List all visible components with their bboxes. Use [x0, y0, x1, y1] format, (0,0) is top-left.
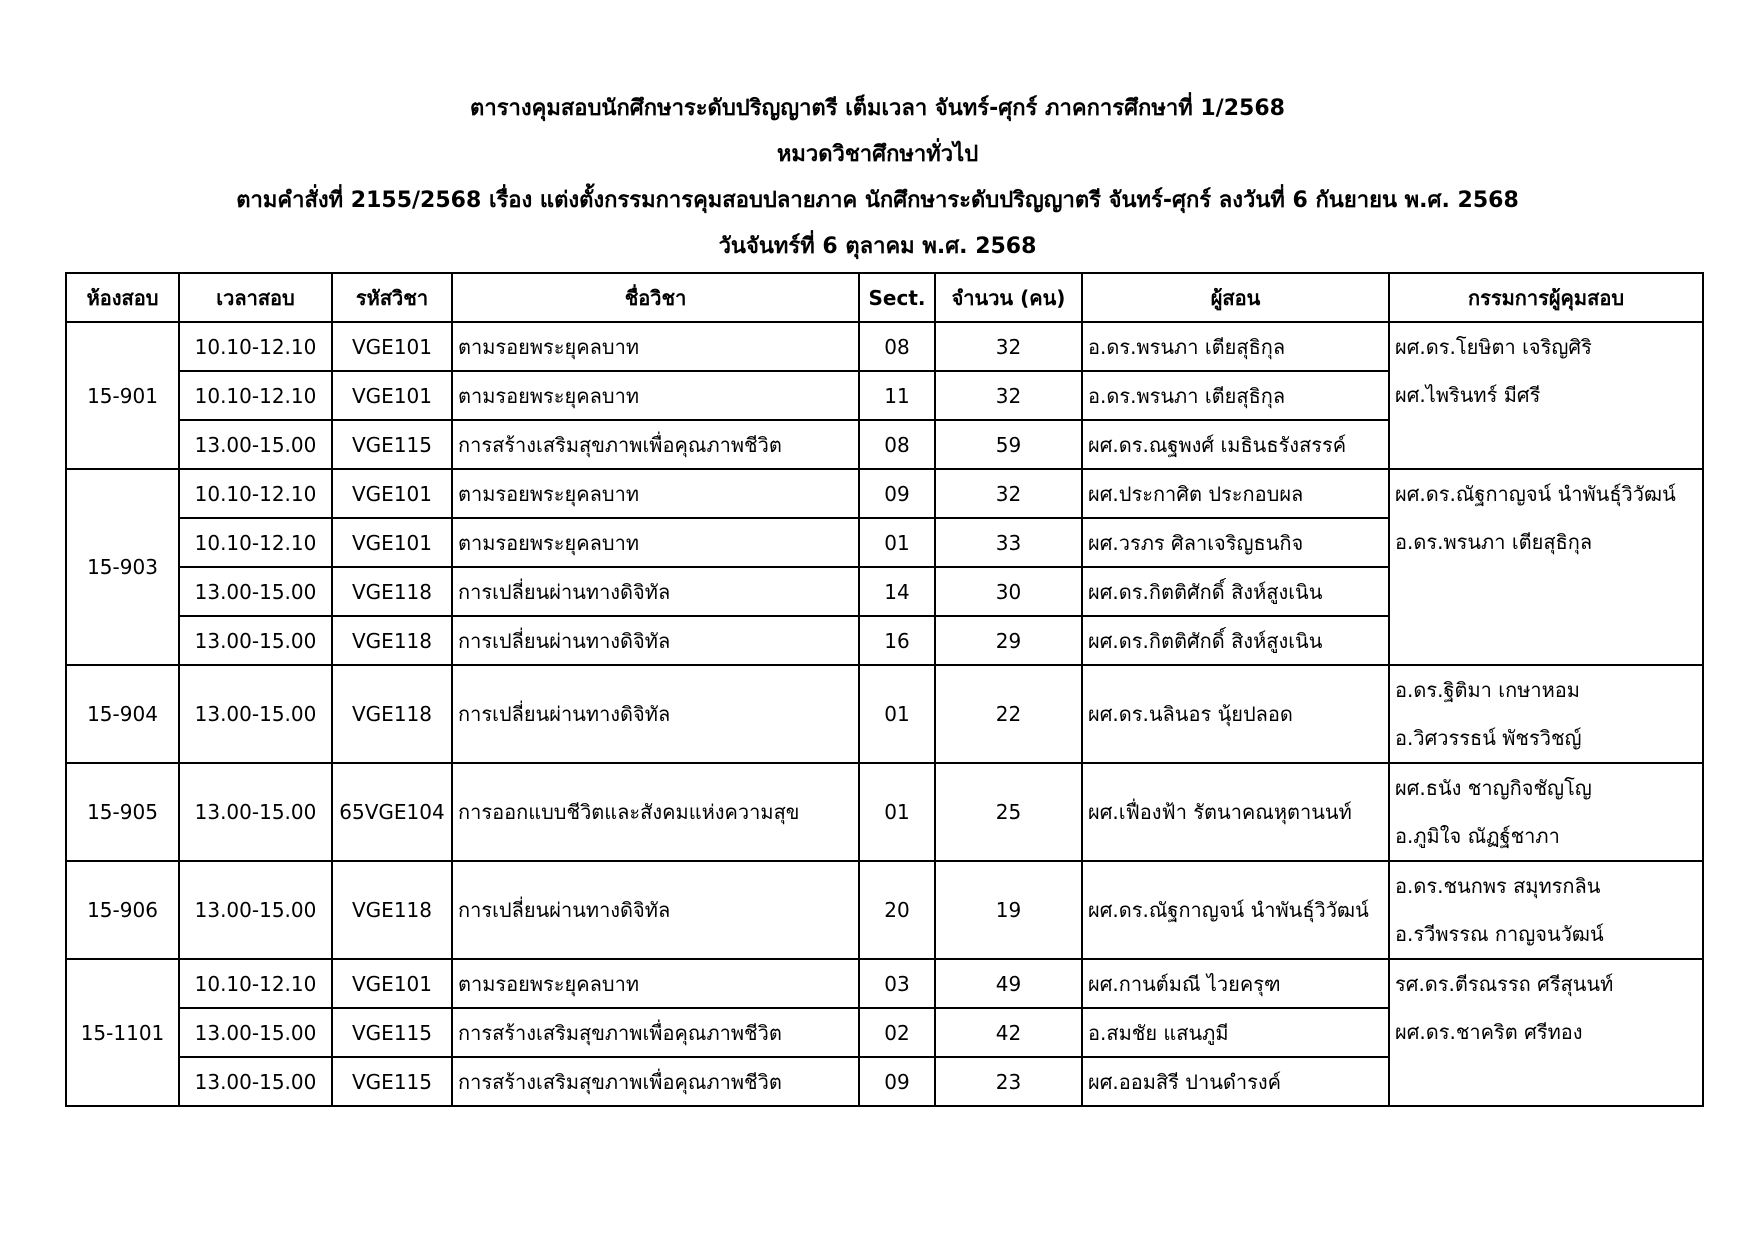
- time-cell: 13.00-15.00: [179, 616, 332, 665]
- course-code-cell: VGE115: [332, 420, 452, 469]
- sect-cell: 03: [859, 959, 935, 1008]
- col-header-proctors: กรรมการผู้คุมสอบ: [1389, 273, 1703, 322]
- proctor-name: อ.ภูมิใจ ณัฏฐ์ชาภา: [1395, 824, 1560, 848]
- time-cell: 13.00-15.00: [179, 567, 332, 616]
- teacher-cell: ผศ.วรภร ศิลาเจริญธนกิจ: [1082, 518, 1389, 567]
- col-header-room: ห้องสอบ: [66, 273, 179, 322]
- time-cell: 10.10-12.10: [179, 518, 332, 567]
- time-cell: 10.10-12.10: [179, 469, 332, 518]
- count-cell: 30: [935, 567, 1082, 616]
- course-name-cell: ตามรอยพระยุคลบาท: [452, 322, 859, 371]
- teacher-cell: อ.สมชัย แสนภูมี: [1082, 1008, 1389, 1057]
- time-cell: 13.00-15.00: [179, 1057, 332, 1106]
- time-cell: 13.00-15.00: [179, 665, 332, 763]
- col-header-name: ชื่อวิชา: [452, 273, 859, 322]
- schedule-body: [66, 322, 1703, 1106]
- course-name-cell: การเปลี่ยนผ่านทางดิจิทัล: [452, 567, 859, 616]
- exam-schedule-table: [65, 272, 1704, 1107]
- room-cell: 15-1101: [66, 959, 179, 1106]
- proctor-name: ผศ.ไพรินทร์ มีศรี: [1395, 383, 1541, 407]
- table-row: [66, 959, 1703, 1008]
- proctors-cell: [1389, 469, 1703, 665]
- course-name-cell: การสร้างเสริมสุขภาพเพื่อคุณภาพชีวิต: [452, 420, 859, 469]
- col-header-teacher: ผู้สอน: [1082, 273, 1389, 322]
- proctors-cell: [1389, 763, 1703, 861]
- teacher-cell: ผศ.ดร.กิตติศักดิ์ สิงห์สูงเนิน: [1082, 616, 1389, 665]
- category-line: หมวดวิชาศึกษาทั่วไป: [776, 142, 979, 167]
- time-cell: 13.00-15.00: [179, 420, 332, 469]
- col-header-count: จำนวน (คน): [935, 273, 1082, 322]
- room-cell: 15-906: [66, 861, 179, 959]
- table-row: [66, 665, 1703, 763]
- count-cell: 19: [935, 861, 1082, 959]
- sect-cell: 08: [859, 420, 935, 469]
- sect-cell: 14: [859, 567, 935, 616]
- proctor-name: อ.วิศวรรธน์ พัชรวิชญ์: [1395, 726, 1582, 750]
- course-name-cell: การสร้างเสริมสุขภาพเพื่อคุณภาพชีวิต: [452, 1008, 859, 1057]
- count-cell: 32: [935, 371, 1082, 420]
- col-header-time: เวลาสอบ: [179, 273, 332, 322]
- course-code-cell: VGE101: [332, 322, 452, 371]
- proctor-name: อ.ดร.ชนกพร สมุทรกลิน: [1395, 874, 1601, 898]
- document-header: [0, 86, 1755, 270]
- proctor-name: ผศ.ดร.ชาคริต ศรีทอง: [1395, 1020, 1583, 1044]
- count-cell: 32: [935, 322, 1082, 371]
- date-line: วันจันทร์ที่ 6 ตุลาคม พ.ศ. 2568: [718, 234, 1037, 259]
- table-row: [66, 861, 1703, 959]
- course-name-cell: การออกแบบชีวิตและสังคมแห่งความสุข: [452, 763, 859, 861]
- time-cell: 13.00-15.00: [179, 861, 332, 959]
- sect-cell: 09: [859, 469, 935, 518]
- time-cell: 10.10-12.10: [179, 959, 332, 1008]
- count-cell: 49: [935, 959, 1082, 1008]
- time-cell: 13.00-15.00: [179, 763, 332, 861]
- count-cell: 29: [935, 616, 1082, 665]
- sect-cell: 11: [859, 371, 935, 420]
- teacher-cell: ผศ.ออมสิรี ปานดำรงค์: [1082, 1057, 1389, 1106]
- sect-cell: 01: [859, 518, 935, 567]
- teacher-cell: ผศ.ดร.ณัฐกาญจน์ นำพันธุ์วิวัฒน์: [1082, 861, 1389, 959]
- table-row: [66, 763, 1703, 861]
- course-code-cell: VGE115: [332, 1008, 452, 1057]
- proctor-name: ผศ.ดร.โยษิตา เจริญศิริ: [1395, 335, 1592, 359]
- proctor-name: ผศ.ธนัง ชาญกิจชัญโญ: [1395, 776, 1592, 800]
- count-cell: 22: [935, 665, 1082, 763]
- course-name-cell: ตามรอยพระยุคลบาท: [452, 371, 859, 420]
- teacher-cell: ผศ.ประกาศิต ประกอบผล: [1082, 469, 1389, 518]
- time-cell: 13.00-15.00: [179, 1008, 332, 1057]
- proctors-cell: [1389, 322, 1703, 469]
- room-cell: 15-903: [66, 469, 179, 665]
- course-name-cell: การเปลี่ยนผ่านทางดิจิทัล: [452, 616, 859, 665]
- room-cell: 15-901: [66, 322, 179, 469]
- course-name-cell: การเปลี่ยนผ่านทางดิจิทัล: [452, 861, 859, 959]
- col-header-sect: Sect.: [859, 273, 935, 322]
- course-code-cell: VGE118: [332, 567, 452, 616]
- teacher-cell: ผศ.เฟื่องฟ้า รัตนาคณหุตานนท์: [1082, 763, 1389, 861]
- teacher-cell: ผศ.ดร.ณฐพงศ์ เมธินธรังสรรค์: [1082, 420, 1389, 469]
- sect-cell: 16: [859, 616, 935, 665]
- header-row: [66, 273, 1703, 322]
- count-cell: 42: [935, 1008, 1082, 1057]
- count-cell: 59: [935, 420, 1082, 469]
- course-code-cell: VGE118: [332, 616, 452, 665]
- col-header-code: รหัสวิชา: [332, 273, 452, 322]
- sect-cell: 01: [859, 763, 935, 861]
- teacher-cell: ผศ.ดร.นลินอร นุ้ยปลอด: [1082, 665, 1389, 763]
- proctors-cell: [1389, 959, 1703, 1106]
- sect-cell: 08: [859, 322, 935, 371]
- order-line: ตามคำสั่งที่ 2155/2568 เรื่อง แต่งตั้งกรรมการคุมสอบปลายภาค นักศึกษาระดับปริญญาตรี จันทร์-ศุกร์ ลงวันที่ 6 กันยายน พ.ศ. 2568: [236, 188, 1519, 213]
- teacher-cell: อ.ดร.พรนภา เตียสุธิกุล: [1082, 322, 1389, 371]
- count-cell: 33: [935, 518, 1082, 567]
- room-cell: 15-905: [66, 763, 179, 861]
- course-name-cell: การเปลี่ยนผ่านทางดิจิทัล: [452, 665, 859, 763]
- course-code-cell: VGE101: [332, 469, 452, 518]
- proctor-name: อ.รวีพรรณ กาญจนวัฒน์: [1395, 922, 1604, 946]
- time-cell: 10.10-12.10: [179, 322, 332, 371]
- course-code-cell: VGE118: [332, 861, 452, 959]
- course-code-cell: VGE101: [332, 959, 452, 1008]
- course-name-cell: การสร้างเสริมสุขภาพเพื่อคุณภาพชีวิต: [452, 1057, 859, 1106]
- course-code-cell: VGE101: [332, 371, 452, 420]
- proctor-name: รศ.ดร.ตีรณรรถ ศรีสุนนท์: [1395, 972, 1614, 996]
- proctor-name: อ.ดร.ฐิติมา เกษาหอม: [1395, 678, 1580, 702]
- sect-cell: 20: [859, 861, 935, 959]
- teacher-cell: ผศ.กานต์มณี ไวยครุฑ: [1082, 959, 1389, 1008]
- course-name-cell: ตามรอยพระยุคลบาท: [452, 469, 859, 518]
- teacher-cell: ผศ.ดร.กิตติศักดิ์ สิงห์สูงเนิน: [1082, 567, 1389, 616]
- teacher-cell: อ.ดร.พรนภา เตียสุธิกุล: [1082, 371, 1389, 420]
- count-cell: 25: [935, 763, 1082, 861]
- count-cell: 23: [935, 1057, 1082, 1106]
- time-cell: 10.10-12.10: [179, 371, 332, 420]
- proctors-cell: [1389, 665, 1703, 763]
- course-name-cell: ตามรอยพระยุคลบาท: [452, 959, 859, 1008]
- proctors-cell: [1389, 861, 1703, 959]
- table-row: [66, 469, 1703, 518]
- table-row: [66, 322, 1703, 371]
- proctor-name: อ.ดร.พรนภา เตียสุธิกุล: [1395, 530, 1593, 554]
- course-code-cell: VGE115: [332, 1057, 452, 1106]
- sect-cell: 01: [859, 665, 935, 763]
- course-name-cell: ตามรอยพระยุคลบาท: [452, 518, 859, 567]
- sect-cell: 02: [859, 1008, 935, 1057]
- course-code-cell: 65VGE104: [332, 763, 452, 861]
- title-line: ตารางคุมสอบนักศึกษาระดับปริญญาตรี เต็มเวลา จันทร์-ศุกร์ ภาคการศึกษาที่ 1/2568: [470, 96, 1285, 121]
- course-code-cell: VGE101: [332, 518, 452, 567]
- proctor-name: ผศ.ดร.ณัฐกาญจน์ นำพันธุ์วิวัฒน์: [1395, 482, 1676, 506]
- room-cell: 15-904: [66, 665, 179, 763]
- count-cell: 32: [935, 469, 1082, 518]
- course-code-cell: VGE118: [332, 665, 452, 763]
- sect-cell: 09: [859, 1057, 935, 1106]
